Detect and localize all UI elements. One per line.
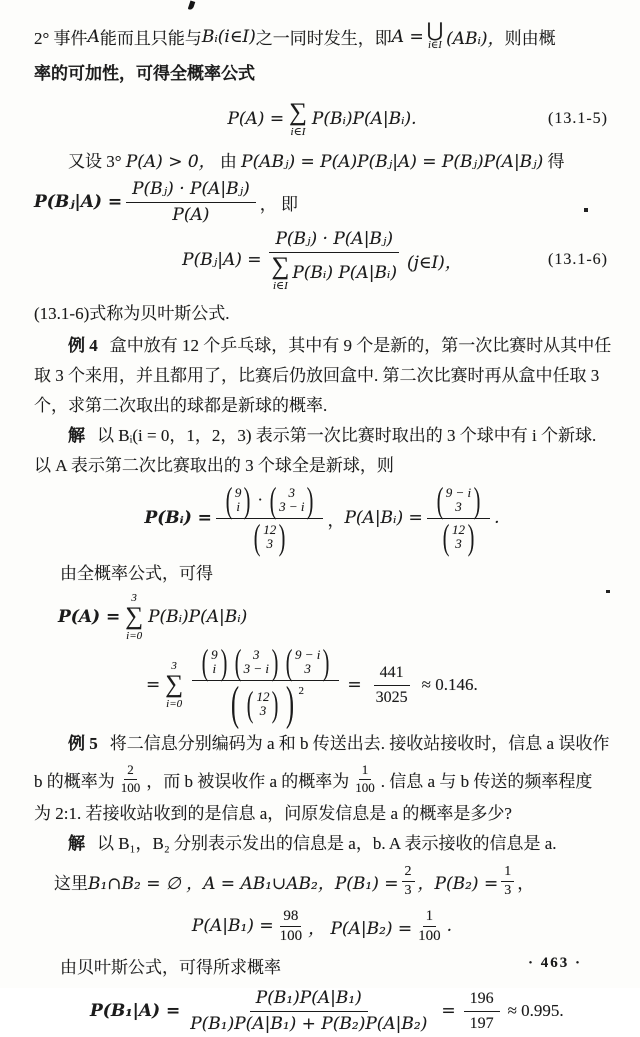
fraction-numerator: 1 [359,763,372,779]
example-5-line1 [34,729,610,759]
approx-result: ≈ 0.995. [507,1001,564,1020]
formula-rhs: P(Bᵢ)P(A|Bᵢ). [311,109,417,129]
right-paren: ) [244,480,251,520]
summation-lower-limit: i=0 [126,629,143,642]
binomial-coefficient [232,642,281,682]
math-run: Bᵢ(i∈I) [201,26,256,47]
left-paren: ( [269,480,277,520]
union-lower-limit: i∈I [428,40,442,51]
union-symbol: ⋃ [426,20,444,42]
union-operator [427,22,443,51]
exponent-2: 2 [298,685,304,697]
fraction [464,988,500,1034]
paragraph-bayes-name: (13.1-6)式称为贝叶斯公式. [34,304,230,323]
formula-end: . [446,916,453,936]
formula-lhs: P(A) = [58,607,121,627]
left-paren: ( [234,642,241,682]
right-paren: ) [220,642,227,682]
binomial-bottom: 3 [259,703,267,718]
formula-hypergeometric [34,480,610,557]
inline-fraction [415,908,444,944]
right-paren: ) [473,480,481,520]
inline-fraction [277,908,306,944]
text-run: 以 B₁，B₂ 分别表示发出的信息是 a，b. A 表示接收的信息是 a. [97,834,557,853]
inline-fraction [118,763,144,795]
binomial-bottom: 3 [266,536,273,551]
likelihoods-line [34,905,610,947]
sigma-symbol: ∑ [125,602,144,630]
separator: ， [327,510,345,530]
text-run: b 的概率为 [34,771,115,791]
equals-sign: = [347,675,362,695]
summation-operator [272,255,290,292]
formula-condition: (j∈I)， [406,252,462,273]
text-run: 以 Bᵢ(i = 0，1，2，3) 表示第一次比赛时取出的 3 个球中有 i 个新球. [97,426,597,445]
left-paren: ( [442,517,450,557]
example-4-line1 [34,331,610,361]
binomial-bottom: i [212,661,217,676]
binomial-top: 12 [451,522,465,537]
priors-line [34,861,610,901]
outer-right-paren: ) [286,677,295,730]
example-4-line2: 取 3 个来用，并且都用了，比赛后仍放回盒中. 第二次比赛时再从盒中任取 3 [34,366,600,385]
fraction-numerator: 2 [402,864,415,881]
math-run: (ABᵢ)， [446,29,505,49]
right-paren: ) [307,480,314,520]
example-5-label: 例 5 [68,734,98,753]
left-paren: ( [253,517,261,557]
text-run: ，而 b 被误收作 a 的概率为 [146,771,350,791]
binomial-top: 9 [211,647,218,662]
example-5-line3: 为 2:1. 若接收站收到的是信息 a，问原发信息是 a 的概率是多少? [34,804,512,823]
summation-operator [289,98,307,138]
binomial-top: 9 − i [294,647,321,662]
solution-4-line2: 以 A 表示第二次比赛取出的 3 个球全是新球，则 [34,456,394,475]
text-run: 这里 [54,873,88,893]
outer-left-paren: ( [231,677,240,730]
formula-lhs2: P(A|Bᵢ) = [344,508,423,528]
example-5-line2 [34,759,610,799]
fraction-numerator: P(Bⱼ) · P(A|Bⱼ) [269,228,399,253]
left-paren: ( [285,642,293,682]
math-run: P(ABⱼ) = P(A)P(Bⱼ|A) = P(Bⱼ)P(A|Bⱼ) [241,152,544,172]
fraction-numerator: P(B₁)P(A|B₁) [250,987,368,1012]
math-run: P(A|B₁) = [191,916,274,936]
binomial-bottom: 3 [304,661,311,676]
text-run: 由 [215,152,242,171]
solution-5-line1 [34,829,610,859]
fraction-denominator [433,517,484,557]
fraction [266,228,403,292]
binomial-coefficient [267,480,316,520]
binomial-bottom: 3 − i [243,661,269,676]
paragraph-total-probability-name: 率的可加性，可得全概率公式 [34,64,255,83]
summation-upper-limit: 3 [171,659,177,672]
summation-lower-limit: i∈I [290,125,306,138]
text-run: 能而且只能与 [99,29,202,48]
left-paren: ( [201,642,209,682]
sigma-symbol: ∑ [289,98,307,126]
fraction-denominator: 100 [355,779,375,795]
example-4-line3: 个，求第二次取出的球都是新球的概率. [34,396,328,415]
summation-lower-limit: i∈I [272,280,288,293]
page-number: · 463 · [527,955,582,971]
fraction [427,480,490,557]
binomial-top: 9 − i [445,485,472,500]
binomial-coefficient [199,642,230,682]
binomial-bottom: i [236,499,240,514]
fraction-denominator: 3025 [375,689,408,706]
fraction-denominator: 3 [504,882,512,898]
fraction-numerator: 2 [124,763,137,779]
binomial-top: 3 [288,485,296,500]
example-4-label: 例 4 [68,336,98,355]
binomial-coefficient [223,480,254,520]
text-run: ， 即 [259,194,298,214]
fraction [126,178,256,227]
fraction-numerator: 98 [280,908,301,927]
binomial-top: 12 [256,689,270,704]
right-paren: ) [278,517,286,557]
formula-lhs: P(Bᵢ) = [144,508,212,528]
formula-result-0995 [34,985,610,1037]
binomial-bottom: 3 [455,499,462,514]
text-run: 之一同时发生，即 [255,29,392,48]
fraction-denominator [221,677,309,730]
text-run: 盒中放有 12 个乒乓球，其中有 9 个是新的，第一次比赛时从其中任 [109,336,612,355]
binomial-top: 9 [234,485,242,500]
fraction-denominator: P(B₁)P(A|B₁) + P(B₂)P(A|B₂) [190,1014,428,1034]
text-run: 将二信息分别编码为 a 和 b 传送出去. 接收站接收时，信息 a 误收作 [109,734,610,753]
inline-fraction [501,864,514,898]
paragraph-apply-total-probability: 由全概率公式，可得 [60,564,213,583]
right-paren: ) [467,517,475,557]
binomial-bottom: 3 − i [279,499,305,514]
formula-pa-sum [34,591,610,643]
right-paren: ) [271,642,279,682]
paragraph-condition-3 [34,147,610,177]
solution-4-label: 解 [68,426,85,445]
math-run: B₁∩B₂ = ∅ ，A = AB₁∪AB₂，P(B₁) = [88,873,399,894]
inline-fraction [402,864,415,898]
fraction [370,662,414,708]
fraction-denominator: 197 [469,1015,494,1032]
paragraph-condition-2 [34,22,610,51]
fraction-numerator: 441 [374,662,410,686]
left-paren: ( [436,480,444,520]
equation-number: (13.1-5) [548,110,608,127]
equals-sign: = [441,1001,456,1021]
math-run: ， P(A|B₂) = [308,918,413,939]
text-run: 2° 事件 [34,29,88,48]
fraction-denominator: 100 [120,779,141,795]
text-run: 则由概 [504,29,556,48]
binomial-coefficient [440,517,477,557]
fraction-numerator: P(Bⱼ) · P(A|Bⱼ) [126,178,256,203]
math-run: P(A) > 0， [125,152,216,172]
solution-4-line1 [34,421,610,451]
math-run: A [87,26,100,47]
binomial-coefficient [244,684,281,724]
approx-result: ≈ 0.146. [421,675,478,694]
binomial-coefficient [434,480,483,520]
sigma-symbol: ∑ [165,670,184,698]
summation-lower-limit: i=0 [166,697,183,710]
fraction-numerator: 196 [464,988,500,1012]
fraction-numerator: 1 [501,864,514,881]
scan-artifact [188,0,196,10]
fraction-denominator [266,253,403,292]
binomial-top: 12 [263,522,277,537]
math-run: ，P(B₂) = [417,873,499,894]
formula-13-1-5 [34,95,610,143]
formula-lhs: P(Bⱼ|A) = [182,250,262,270]
solution-5-label: 解 [68,834,85,853]
fraction [216,480,324,557]
fraction-denominator [244,517,295,557]
binomial-bottom: 3 [455,536,462,551]
fraction-numerator [192,642,339,682]
formula-result-0146 [34,642,610,730]
left-paren: ( [247,684,254,724]
math-run: P(Bᵢ) P(A|Bᵢ) [292,263,397,283]
fraction-numerator [216,480,324,520]
formula-lhs: P(A) = [227,109,285,129]
multiplication-dot: · [257,490,264,510]
inline-fraction [352,763,378,795]
binomial-coefficient [251,517,288,557]
equation-number: (13.1-6) [548,251,608,268]
fraction-numerator: 1 [423,908,437,927]
formula-lhs: P(B₁|A) = [90,1001,181,1021]
binomial-coefficient [283,642,332,682]
fraction [192,642,339,730]
formula-13-1-6 [34,229,610,291]
fraction-denominator: P(A) [172,205,210,225]
fraction-numerator [427,480,490,520]
summation-upper-limit: 3 [131,591,137,604]
text-run: ， [517,873,535,893]
left-paren: ( [225,480,233,520]
formula-bayes-derivation [34,179,610,225]
formula-end: . [494,508,500,528]
paragraph-apply-bayes: 由贝叶斯公式，可得所求概率 [60,958,281,977]
summation-operator [125,593,143,642]
text-run: . 信息 a 与 b 传送的频率程度 [380,771,593,791]
text-run: 得 [543,152,565,171]
formula-rhs: P(Bᵢ)P(A|Bᵢ) [148,607,248,627]
fraction-denominator: 100 [418,927,441,944]
math-run: A = [391,26,424,47]
right-paren: ) [272,684,279,724]
summation-operator [165,661,183,710]
fraction [184,987,433,1036]
formula-lhs: P(Bⱼ|A) = [34,192,123,212]
fraction-denominator: 100 [279,927,303,944]
right-paren: ) [323,642,330,682]
binomial-top: 3 [253,647,260,662]
equals-sign: = [146,675,161,695]
sigma-symbol: ∑ [271,253,290,281]
text-run: 又设 3° [68,152,126,171]
fraction-denominator: 3 [404,882,412,898]
